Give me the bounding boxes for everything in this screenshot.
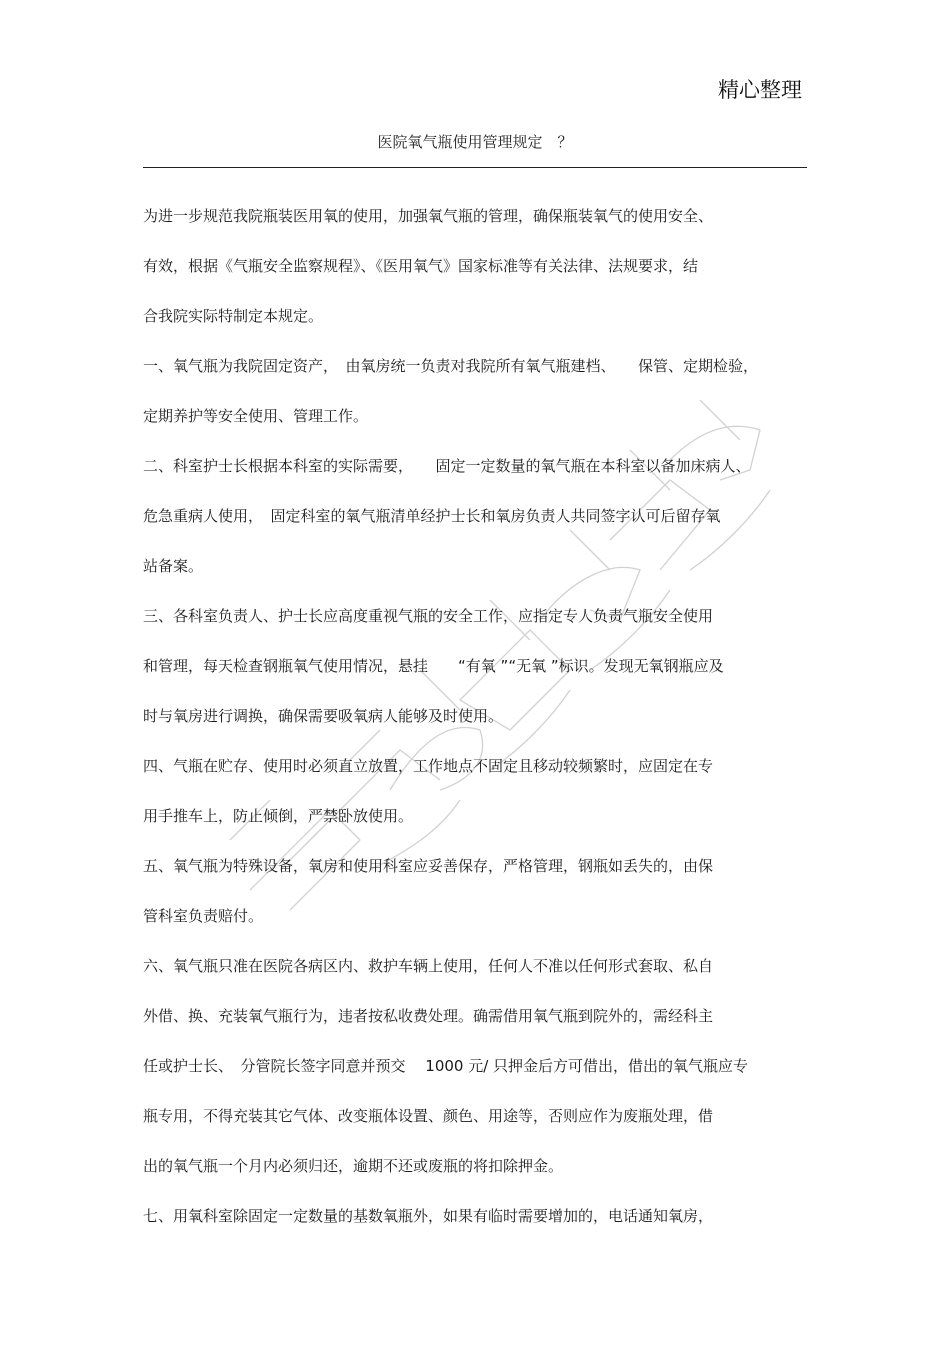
body-line: 时与氧房进行调换，确保需要吸氧病人能够及时使用。 bbox=[143, 707, 504, 725]
body-line: 瓶专用，不得充装其它气体、改变瓶体设置、颜色、用途等，否则应作为废瓶处理，借 bbox=[143, 1107, 714, 1125]
body-line: 有效，根据《气瓶安全监察规程》、《医用氧气》国家标准等有关法律、法规要求，结 bbox=[143, 257, 699, 275]
body-line: 外借、换、充装氧气瓶行为，违者按私收费处理。确需借用氧气瓶到院外的，需经科主 bbox=[143, 1007, 714, 1025]
title-divider bbox=[143, 167, 807, 168]
body-line: 合我院实际特制定本规定。 bbox=[143, 307, 324, 325]
body-line: 管科室负责赔付。 bbox=[143, 907, 264, 925]
body-line: 出的氧气瓶一个月内必须归还，逾期不还或废瓶的将扣除押金。 bbox=[143, 1157, 564, 1175]
body-line: 任或护士长、 分管院长签字同意并预交 1000 元/ 只押金后方可借出，借出的氧气瓶应专 bbox=[143, 1057, 749, 1075]
body-line: 五、氧气瓶为特殊设备，氧房和使用科室应妥善保存，严格管理，钢瓶如丢失的，由保 bbox=[143, 857, 714, 875]
body-line: 和管理，每天检查钢瓶氧气使用情况，悬挂 “有氧 ”“无氧 ”标识。发现无氧钢瓶应及 bbox=[143, 657, 724, 675]
body-line: 四、气瓶在贮存、使用时必须直立放置，工作地点不固定且移动较频繁时，应固定在专 bbox=[143, 757, 714, 775]
body-line: 七、用氧科室除固定一定数量的基数氧瓶外，如果有临时需要增加的，电话通知氧房， bbox=[143, 1207, 714, 1225]
header-note: 精心整理 bbox=[718, 78, 802, 102]
document-title: 医院氧气瓶使用管理规定 ？ bbox=[377, 133, 573, 151]
body-line: 三、各科室负责人、护士长应高度重视气瓶的安全工作，应指定专人负责气瓶安全使用 bbox=[143, 607, 714, 625]
body-line: 危急重病人使用， 固定科室的氧气瓶清单经护士长和氧房负责人共同签字认可后留存氧 bbox=[143, 507, 721, 525]
body-line: 定期养护等安全使用、管理工作。 bbox=[143, 407, 369, 425]
body-line: 为进一步规范我院瓶装医用氧的使用，加强氧气瓶的管理，确保瓶装氧气的使用安全、 bbox=[143, 207, 714, 225]
body-line: 站备案。 bbox=[143, 557, 204, 575]
body-line: 用手推车上，防止倾倒，严禁卧放使用。 bbox=[143, 807, 414, 825]
watermark-graphic bbox=[190, 370, 810, 930]
body-line: 六、氧气瓶只准在医院各病区内、救护车辆上使用，任何人不准以任何形式套取、私自 bbox=[143, 957, 714, 975]
body-line: 二、科室护士长根据本科室的实际需要， 固定一定数量的氧气瓶在本科室以备加床病人、 bbox=[143, 457, 751, 475]
body-line: 一、氧气瓶为我院固定资产， 由氧房统一负责对我院所有氧气瓶建档、 保管、定期检验， bbox=[143, 357, 759, 375]
